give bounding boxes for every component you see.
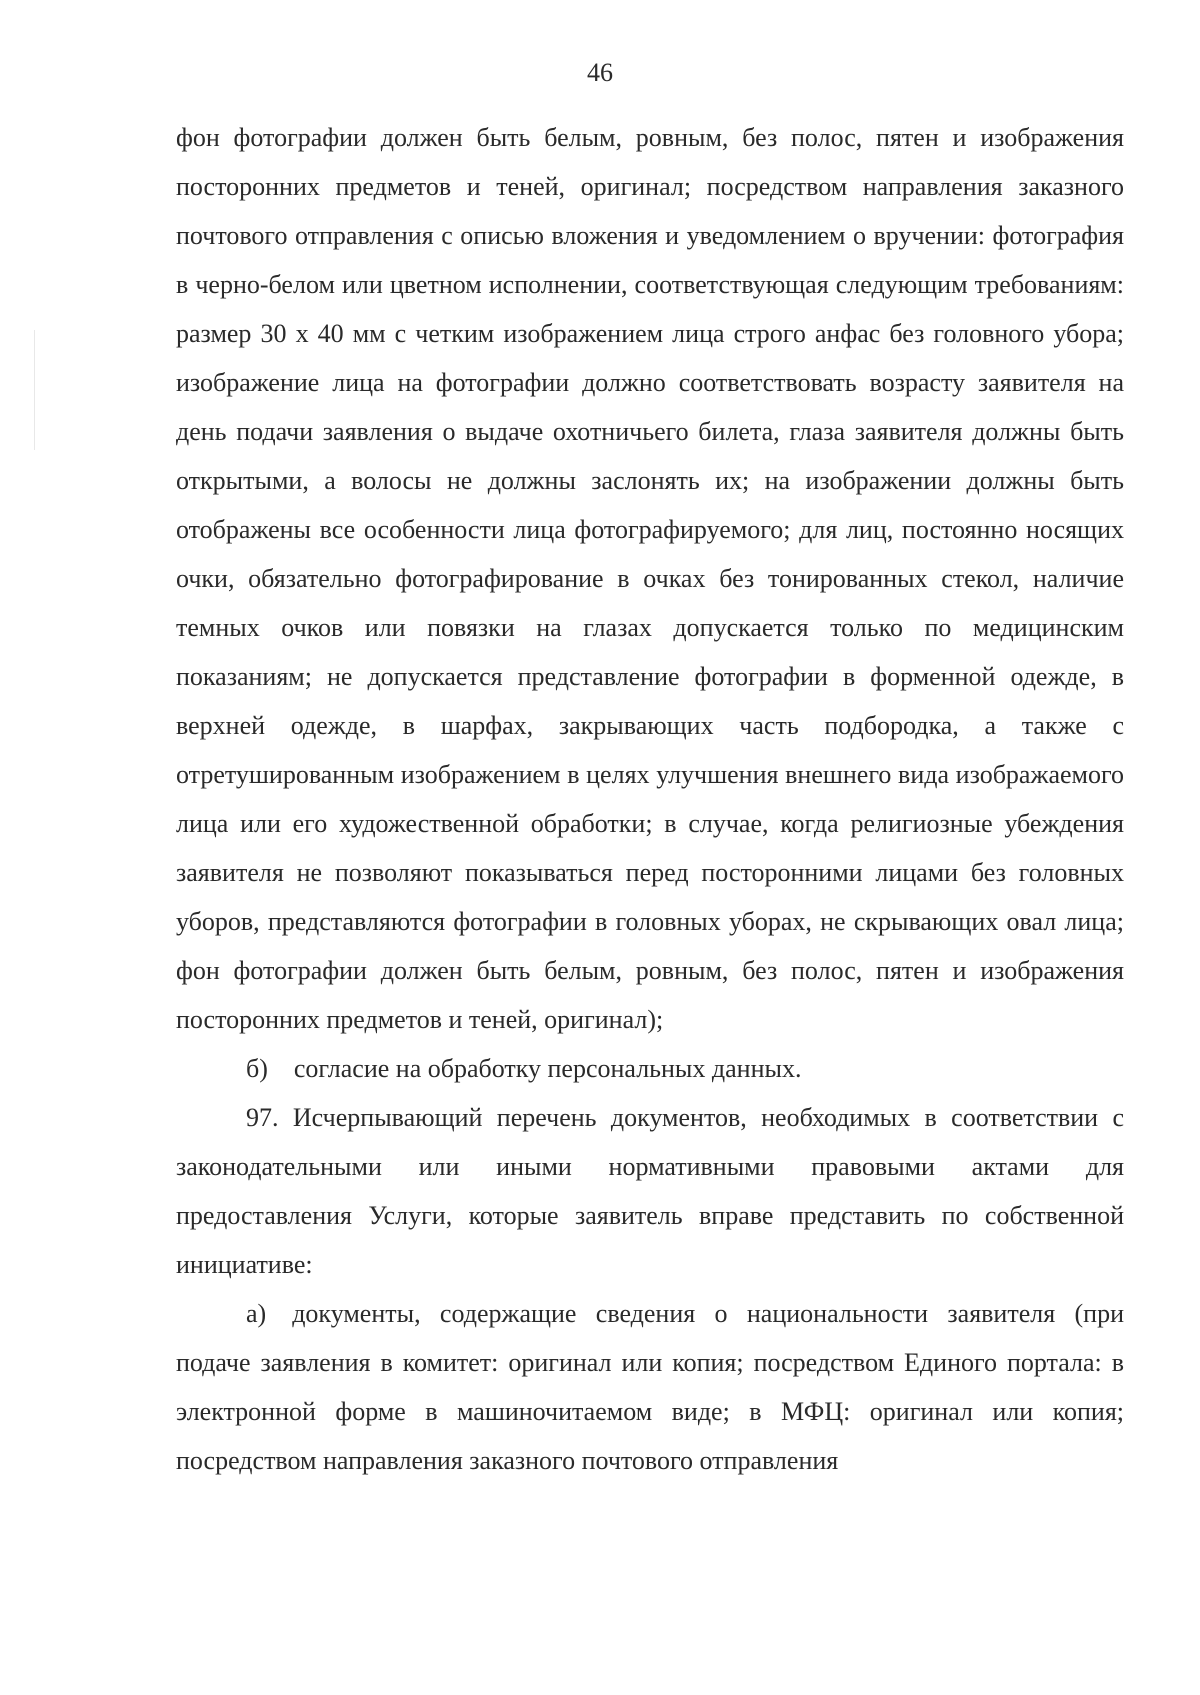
document-body (176, 113, 1124, 1485)
scan-artifact-line (34, 330, 35, 450)
paragraph-photo-requirements: фон фотографии должен быть белым, ровным, без полос, пятен и изображения посторонних предметов и теней, оригинал; посредством направления заказного почтового отправления с описью вложения и уведомлением о вручении: фотография в черно-белом или цветном исполнении, соответствующая следующим требованиям: размер 30 х 40 мм с четким изображением лица строго анфас без головного убора; изображение лица на фотографии должно соответствовать возрасту заявителя на день подачи заявления о выдаче охотничьего билета, глаза заявителя должны быть открытыми, а волосы не должны заслонять их; на изображении должны быть отображены все особенности лица фотографируемого; для лиц, постоянно носящих очки, обязательно фотографирование в очках без тонированных стекол, наличие темных очков или повязки на глазах допускается только по медицинским показаниям; не допускается представление фотографии в форменной одежде, в верхней одежде, в шарфах, закрывающих часть подбородка, а также с отретушированным изображением в целях улучшения внешнего вида изображаемого лица или его художественной обработки; в случае, когда религиозные убеждения заявителя не позволяют показываться перед посторонними лицами без головных уборов, представляются фотографии в головных уборах, не скрывающих овал лица; фон фотографии должен быть белым, ровным, без полос, пятен и изображения посторонних предметов и теней, оригинал); (176, 123, 1124, 1034)
paragraph-97-document-list: 97. Исчерпывающий перечень документов, необходимых в соответствии с законодательными или иными нормативными правовыми актами для предоставления Услуги, которые заявитель вправе представить по собственной инициативе: (176, 1103, 1124, 1279)
paragraph-item-b-consent: б) согласие на обработку персональных данных. (246, 1054, 802, 1083)
paragraph-item-a-nationality: а) документы, содержащие сведения о национальности заявителя (при подаче заявления в комитет: оригинал или копия; посредством Единого портала: в электронной форме в машиночитаемом виде; в МФЦ: оригинал или копия; посредством направления заказного почтового отправления (176, 1299, 1124, 1475)
page-number: 46 (587, 58, 613, 87)
